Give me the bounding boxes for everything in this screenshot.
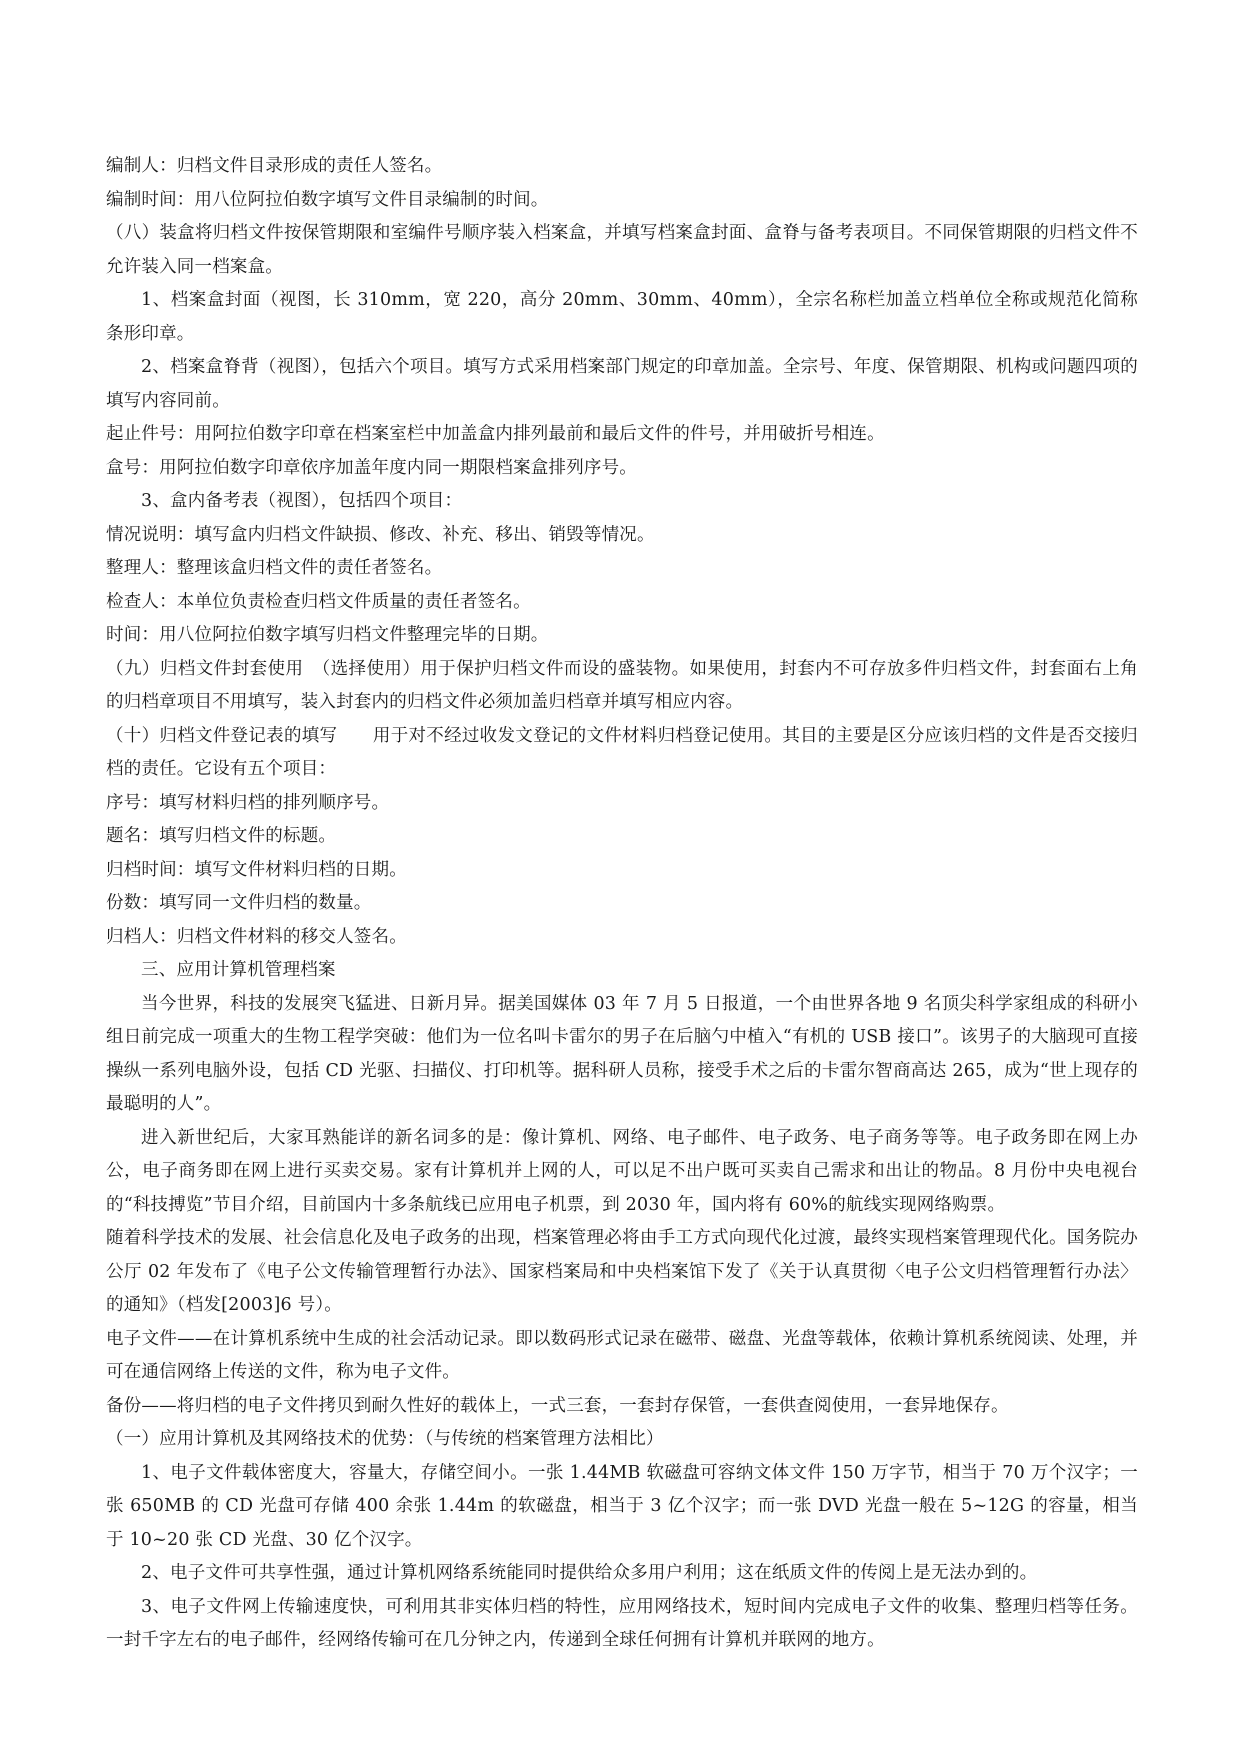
paragraph: 3、电子文件网上传输速度快，可利用其非实体归档的特性，应用网络技术，短时间内完成电子文件的收集、整理归档等任务。一封千字左右的电子邮件，经网络传输可在几分钟之内，传递到全球任何拥有计算机并联网的地方。 — [106, 1596, 1138, 1650]
paragraph: 归档人：归档文件材料的移交人签名。 — [106, 926, 407, 947]
paragraph: 随着科学技术的发展、社会信息化及电子政务的出现，档案管理必将由手工方式向现代化过渡，最终实现档案管理现代化。国务院办公厅 02 年发布了《电子公文传输管理暂行办法》、国家档案局和中央档案馆下发了《关于认真贯彻〈电子公文归档管理暂行办法〉的通知》（档发[2003]6 号）。 — [106, 1228, 1138, 1315]
paragraph: 1、档案盒封面（视图，长 310mm，宽 220，高分 20mm、30mm、40mm），全宗名称栏加盖立档单位全称或规范化简称条形印章。 — [106, 290, 1138, 344]
paragraph: 检查人：本单位负责检查归档文件质量的责任者签名。 — [106, 591, 531, 612]
paragraph: 备份——将归档的电子文件拷贝到耐久性好的载体上，一式三套，一套封存保管，一套供查阅使用，一套异地保存。 — [106, 1395, 1009, 1416]
paragraph: 起止件号：用阿拉伯数字印章在档案室栏中加盖盒内排列最前和最后文件的件号，并用破折号相连。 — [106, 424, 885, 444]
paragraph: 编制人：归档文件目录形成的责任人签名。 — [106, 156, 443, 176]
paragraph: 当今世界，科技的发展突飞猛进、日新月异。据美国媒体 03 年 7 月 5 日报道，一个由世界各地 9 名顶尖科学家组成的科研小组日前完成一项重大的生物工程学突破：他们为一位名叫卡雷尔的男子在后脑勺中植入“有机的 USB 接口”。该男子的大脑现可直接操纵一系列电脑外设，包括 CD 光驱、扫描仪、打印机等。据科研人员称，接受手术之后的卡雷尔智商高达 265，成为“世上现存的最聪明的人”。 — [106, 993, 1138, 1114]
paragraph: （八）装盒将归档文件按保管期限和室编件号顺序装入档案盒，并填写档案盒封面、盒脊与备考表项目。不同保管期限的归档文件不允许装入同一档案盒。 — [106, 223, 1138, 277]
paragraph: 份数：填写同一文件归档的数量。 — [106, 893, 372, 913]
paragraph: 1、电子文件载体密度大，容量大，存储空间小。一张 1.44MB 软磁盘可容纳文体文件 150 万字节，相当于 70 万个汉字；一张 650MB 的 CD 光盘可存储 400 余张 1.44m 的软磁盘，相当于 3 亿个汉字；而一张 DVD 光盘一般在 5~12G 的容量，相当于 10~20 张 CD 光盘、30 亿个汉字。 — [106, 1462, 1138, 1550]
paragraph: （九）归档文件封套使用 （选择使用）用于保护归档文件而设的盛装物。如果使用，封套内不可存放多件归档文件，封套面右上角的归档章项目不用填写，装入封套内的归档文件必须加盖归档章并填写相应内容。 — [106, 658, 1138, 712]
paragraph: 2、档案盒脊背（视图），包括六个项目。填写方式采用档案部门规定的印章加盖。全宗号、年度、保管期限、机构或问题四项的填写内容同前。 — [106, 357, 1138, 411]
section-heading: 三、应用计算机管理档案 — [141, 960, 336, 980]
paragraph: 编制时间：用八位阿拉伯数字填写文件目录编制的时间。 — [106, 189, 549, 210]
paragraph: 情况说明：填写盒内归档文件缺损、修改、补充、移出、销毁等情况。 — [106, 524, 655, 545]
paragraph: 3、盒内备考表（视图），包括四个项目： — [141, 491, 463, 511]
paragraph: 题名：填写归档文件的标题。 — [106, 826, 337, 846]
paragraph: 进入新世纪后，大家耳熟能详的新名词多的是：像计算机、网络、电子邮件、电子政务、电子商务等等。电子政务即在网上办公，电子商务即在网上进行买卖交易。家有计算机并上网的人，可以足不出户既可买卖自己需求和出让的物品。8 月份中央电视台的“科技搏览”节目介绍，目前国内十多条航线已应用电子机票，到 2030 年，国内将有 60%的航线实现网络购票。 — [106, 1127, 1138, 1215]
document-body — [106, 150, 1138, 1658]
paragraph: 归档时间：填写文件材料归档的日期。 — [106, 859, 407, 880]
paragraph: 时间：用八位阿拉伯数字填写归档文件整理完毕的日期。 — [106, 625, 549, 645]
paragraph: 电子文件——在计算机系统中生成的社会活动记录。即以数码形式记录在磁带、磁盘、光盘等载体，依赖计算机系统阅读、处理，并可在通信网络上传送的文件，称为电子文件。 — [106, 1328, 1138, 1382]
paragraph: 2、电子文件可共享性强，通过计算机网络系统能同时提供给众多用户利用；这在纸质文件的传阅上是无法办到的。 — [141, 1563, 1038, 1583]
paragraph: （一）应用计算机及其网络技术的优势：（与传统的档案管理方法相比） — [106, 1429, 664, 1449]
paragraph: 序号：填写材料归档的排列顺序号。 — [106, 792, 390, 813]
paragraph: 盒号：用阿拉伯数字印章依序加盖年度内同一期限档案盒排列序号。 — [106, 457, 637, 478]
paragraph: （十）归档文件登记表的填写 用于对不经过收发文登记的文件材料归档登记使用。其目的主要是区分应该归档的文件是否交接归档的责任。它设有五个项目： — [106, 725, 1138, 779]
paragraph: 整理人：整理该盒归档文件的责任者签名。 — [106, 558, 443, 578]
